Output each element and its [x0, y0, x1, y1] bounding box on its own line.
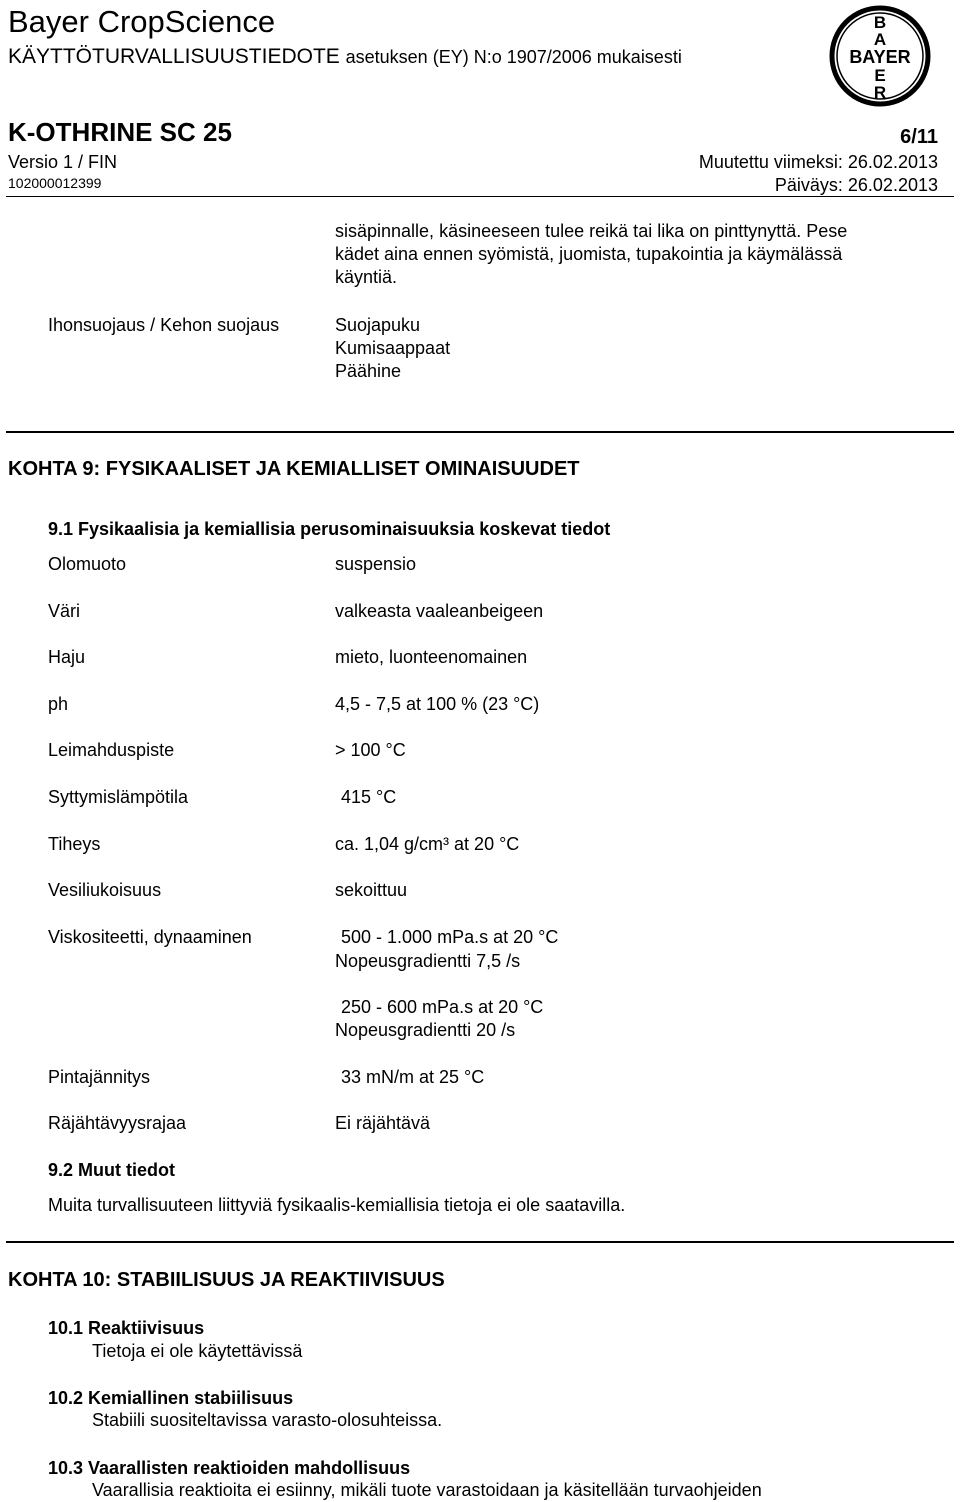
page-number: 6/11: [900, 126, 938, 148]
header-divider: [6, 196, 954, 197]
property-label: Leimahduspiste: [48, 740, 175, 760]
explosive-limits-value: Ei räjähtävä: [335, 1113, 431, 1133]
section-10-1-text: Tietoja ei ole käytettävissä: [92, 1341, 303, 1361]
viscosity-value: 500 - 1.000 mPa.s at 20 °C: [341, 927, 559, 947]
bayer-cross-logo-icon: [828, 2, 956, 110]
property-value: suspensio: [335, 554, 417, 574]
property-label: Väri: [48, 601, 81, 621]
section-9-2-text: Muita turvallisuuteen liittyviä fysikaalis-kemiallisia tietoja ei ole saatavilla.: [48, 1195, 626, 1215]
property-value: sekoittuu: [335, 880, 408, 900]
skin-protection-label: Ihonsuojaus / Kehon suojaus: [48, 315, 280, 335]
property-label: Olomuoto: [48, 554, 127, 574]
property-label: Haju: [48, 647, 86, 667]
version-label: Versio 1 / FIN: [8, 152, 118, 172]
viscosity-value: 250 - 600 mPa.s at 20 °C: [341, 997, 544, 1017]
section-10-divider: [6, 1241, 954, 1243]
property-value: ca. 1,04 g/cm³ at 20 °C: [335, 834, 520, 854]
property-label: Syttymislämpötila: [48, 787, 189, 807]
document-number: 102000012399: [8, 175, 102, 191]
logo-letter-r: R: [873, 83, 887, 102]
logo-letter-b: B: [873, 13, 887, 32]
section-10-3-text: Vaarallisia reaktioita ei esiinny, mikäli tuote varastoidaan ja käsitellään turvaohjeiden: [92, 1480, 762, 1500]
skin-protection-item: Päähine: [335, 361, 402, 381]
section-10-1-title: 10.1 Reaktiivisuus: [48, 1318, 205, 1338]
viscosity-note: Nopeusgradientti 7,5 /s: [335, 951, 521, 971]
explosive-limits-label: Räjähtävyysrajaa: [48, 1113, 187, 1133]
intro-line: sisäpinnalle, käsineeseen tulee reikä tai lika on pinttynyttä. Pese: [335, 221, 848, 241]
property-value: mieto, luonteenomainen: [335, 647, 528, 667]
section-9-1-title: 9.1 Fysikaalisia ja kemiallisia perusominaisuuksia koskevat tiedot: [48, 519, 611, 539]
issue-date: Päiväys: 26.02.2013: [774, 175, 938, 195]
skin-protection-item: Kumisaappaat: [335, 338, 451, 358]
logo-letter-e: E: [874, 66, 886, 85]
hand-protection-continuation: [335, 220, 847, 289]
intro-line: käyntiä.: [335, 267, 398, 287]
document-title-main: KÄYTTÖTURVALLISUUSTIEDOTE: [8, 45, 340, 68]
surface-tension-label: Pintajännitys: [48, 1067, 151, 1087]
intro-line: kädet aina ennen syömistä, juomista, tupakointia ja käymälässä: [335, 244, 843, 264]
surface-tension-value: 33 mN/m at 25 °C: [341, 1067, 485, 1087]
modified-date: Muutettu viimeksi: 26.02.2013: [698, 152, 938, 172]
section-9-2-title: 9.2 Muut tiedot: [48, 1160, 175, 1180]
section-9-title: KOHTA 9: FYSIKAALISET JA KEMIALLISET OMINAISUUDET: [8, 458, 580, 480]
section-9-divider: [6, 431, 954, 433]
property-label: Tiheys: [48, 834, 101, 854]
skin-protection-item: Suojapuku: [335, 315, 421, 335]
property-value: 415 °C: [341, 787, 397, 807]
property-value: valkeasta vaaleanbeigeen: [335, 601, 544, 621]
section-10-2-text: Stabiili suositeltavissa varasto-olosuhteissa.: [92, 1410, 443, 1430]
product-name: K-OTHRINE SC 25: [8, 117, 232, 147]
viscosity-label: Viskositeetti, dynaaminen: [48, 927, 252, 947]
property-label: ph: [48, 694, 69, 714]
section-10-3-title: 10.3 Vaarallisten reaktioiden mahdollisuus: [48, 1458, 411, 1478]
company-name: Bayer CropScience: [8, 4, 276, 39]
section-10-2-title: 10.2 Kemiallinen stabiilisuus: [48, 1388, 294, 1408]
document-regulation: asetuksen (EY) N:o 1907/2006 mukaisesti: [345, 47, 682, 67]
section-10-title: KOHTA 10: STABIILISUUS JA REAKTIIVISUUS: [8, 1269, 445, 1291]
document-title: [8, 44, 682, 70]
property-value: > 100 °C: [335, 740, 406, 760]
logo-letter-a: A: [873, 30, 887, 49]
property-value: 4,5 - 7,5 at 100 % (23 °C): [335, 694, 540, 714]
viscosity-note: Nopeusgradientti 20 /s: [335, 1020, 516, 1040]
logo-word-bayer: BAYER: [849, 47, 911, 67]
property-label: Vesiliukoisuus: [48, 880, 162, 900]
